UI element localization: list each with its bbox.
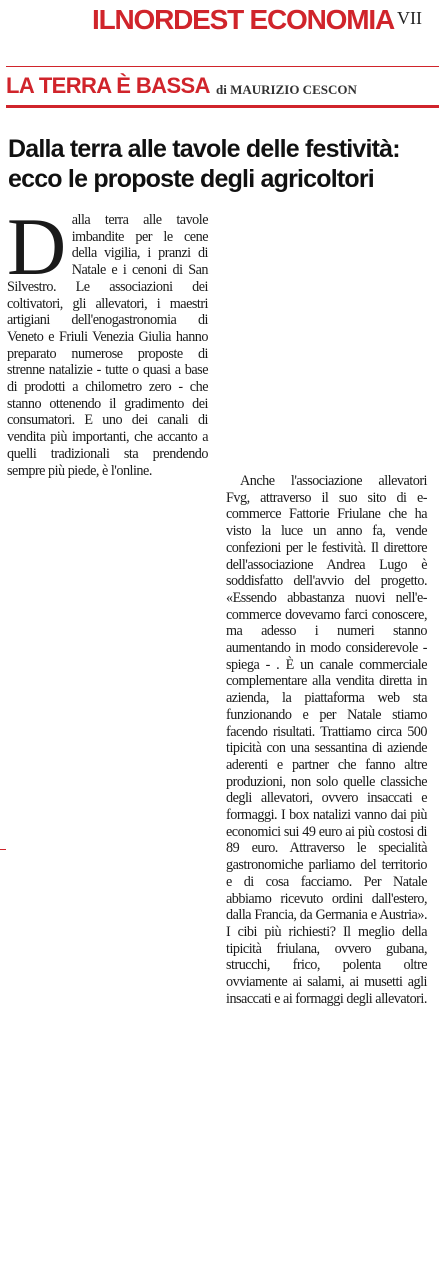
article-headline (8, 134, 438, 194)
article-column-right (226, 473, 427, 1008)
headline-line-1: Dalla terra alle tavole delle festività: (8, 135, 400, 163)
drop-cap: D (7, 201, 66, 292)
byline: di MAURIZIO CESCON (216, 82, 357, 97)
top-rule (6, 66, 439, 67)
section-title: ILNORDEST ECONOMIA (92, 4, 394, 35)
margin-mark (0, 849, 6, 850)
left-body-text: alla terra alle tavole imbandite per le cene della vigilia, i pranzi di Natale e i cenoni di San Silvestro. Le associazioni dei coltivatori, gli allevatori, i maestri artigiani dell'enogastronomia di Veneto e Friuli Venezia Giulia hanno preparato numerose proposte di strenne natalizie - tutte o quasi a base di prodotti a chilometro zero - che stanno ottenendo il gradimento dei consumatori. E uno dei canali di vendita più importanti, che accanto a quelli tradizionali sta prendendo sempre più piede, è l'online. (7, 212, 208, 479)
headline-line-2: ecco le proposte degli agricoltori (8, 165, 374, 193)
bottom-rule (6, 105, 439, 108)
article-column-left (7, 201, 208, 479)
right-body-text: Anche l'associazione allevatori Fvg, attraverso il suo sito di e-commerce Fattorie Friulane che ha visto la luce un anno fa, vende confezioni per le festività. Il direttore dell'associazione Andrea Lugo è soddisfatto dell'avvio del progetto. «Essendo abbastanza nuovi nell'e-commerce dovevamo farci conoscere, ma adesso i numeri stanno aumentando in modo considerevole - spiega - . È un canale commerciale complementare alla vendita diretta in azienda, la piattaforma web sta funzionando e per Natale stiamo facendo risultati. Trattiamo circa 500 tipicità con una sessantina di aziende aderenti e partner che fanno altre produzioni, non solo quelle classiche degli allevatori, ovvero insaccati e formaggi. I box natalizi vanno dai più economici sui 49 euro ai più costosi di 89 euro. Attraverso le specialità gastronomiche parliamo del territorio e di cosa facciamo. Per Natale abbiamo ricevuto ordini dall'estero, dalla Francia, da Germania e Austria». I cibi più richiesti? Il meglio della tipicità friulana, ovvero gubana, strucchi, frico, polenta oltre ovviamente ai salami, ai musetti agli insaccati e ai formaggi degli allevatori. (226, 473, 427, 1007)
page-number: VII (397, 8, 422, 28)
page-header (0, 0, 447, 44)
column-title: LA TERRA È BASSA (6, 73, 210, 98)
